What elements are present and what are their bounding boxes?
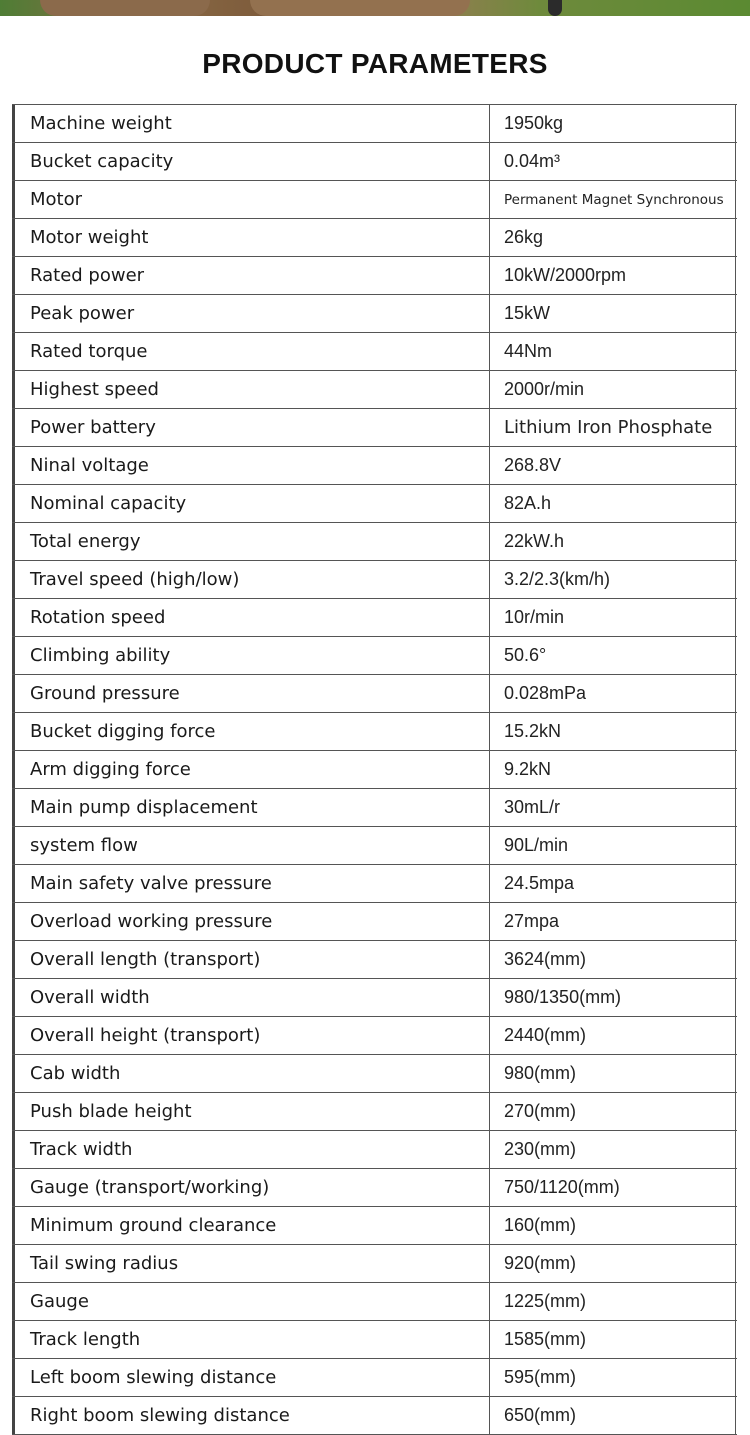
table-row [13, 827, 737, 865]
table-row [13, 523, 737, 561]
page-title: PRODUCT PARAMETERS [202, 48, 548, 79]
parameter-label: Motor [12, 181, 490, 218]
parameter-value: 22kW.h [490, 523, 736, 560]
table-row [13, 371, 737, 409]
parameter-label: Main pump displacement [12, 789, 490, 826]
parameter-value: 1225(mm) [490, 1283, 736, 1320]
parameter-label: Left boom slewing distance [12, 1359, 490, 1396]
table-row [13, 1397, 737, 1435]
parameter-value: 920(mm) [490, 1245, 736, 1282]
parameter-label: Track width [12, 1131, 490, 1168]
parameter-label: Main safety valve pressure [12, 865, 490, 902]
parameter-value: 0.04m³ [490, 143, 736, 180]
parameter-label: Peak power [12, 295, 490, 332]
parameter-label: Cab width [12, 1055, 490, 1092]
table-row [13, 1245, 737, 1283]
parameter-label: Ground pressure [12, 675, 490, 712]
parameter-value: 30mL/r [490, 789, 736, 826]
parameter-value: 0.028mPa [490, 675, 736, 712]
parameter-label: Overall height (transport) [12, 1017, 490, 1054]
parameter-label: Motor weight [12, 219, 490, 256]
parameter-label: Overall length (transport) [12, 941, 490, 978]
table-row [13, 333, 737, 371]
parameter-label: Rated torque [12, 333, 490, 370]
parameter-label: Nominal capacity [12, 485, 490, 522]
header-photo-strip [0, 0, 750, 16]
table-row [13, 751, 737, 789]
table-row [13, 599, 737, 637]
table-row [13, 637, 737, 675]
parameter-value: 15kW [490, 295, 736, 332]
parameter-value: 9.2kN [490, 751, 736, 788]
photo-machine-part [548, 0, 562, 16]
parameter-value: 650(mm) [490, 1397, 736, 1434]
table-row [13, 1093, 737, 1131]
parameter-label: Rated power [12, 257, 490, 294]
parameter-label: Overload working pressure [12, 903, 490, 940]
table-row [13, 1055, 737, 1093]
table-row [13, 295, 737, 333]
table-row [13, 561, 737, 599]
parameters-table [12, 104, 737, 1435]
table-row [13, 485, 737, 523]
table-row [13, 865, 737, 903]
parameter-value: 50.6° [490, 637, 736, 674]
table-row [13, 1321, 737, 1359]
table-row [13, 181, 737, 219]
parameter-value: 44Nm [490, 333, 736, 370]
parameter-value: 3624(mm) [490, 941, 736, 978]
parameter-value: 750/1120(mm) [490, 1169, 736, 1206]
parameter-value: 10kW/2000rpm [490, 257, 736, 294]
parameter-label: Power battery [12, 409, 490, 446]
parameter-label: Tail swing radius [12, 1245, 490, 1282]
parameter-value: 268.8V [490, 447, 736, 484]
parameter-label: Rotation speed [12, 599, 490, 636]
parameter-value: Permanent Magnet Synchronous [490, 181, 736, 218]
parameter-value: 15.2kN [490, 713, 736, 750]
parameter-label: Climbing ability [12, 637, 490, 674]
table-row [13, 409, 737, 447]
parameter-label: Track length [12, 1321, 490, 1358]
parameter-label: Bucket digging force [12, 713, 490, 750]
parameter-label: Gauge [12, 1283, 490, 1320]
parameter-value: 230(mm) [490, 1131, 736, 1168]
parameter-value: 10r/min [490, 599, 736, 636]
parameter-label: Travel speed (high/low) [12, 561, 490, 598]
parameter-value: 980(mm) [490, 1055, 736, 1092]
photo-dirt-mound [40, 0, 210, 16]
parameter-value: 24.5mpa [490, 865, 736, 902]
parameter-label: system flow [12, 827, 490, 864]
parameter-label: Minimum ground clearance [12, 1207, 490, 1244]
table-row [13, 1017, 737, 1055]
table-row [13, 1283, 737, 1321]
parameter-label: Arm digging force [12, 751, 490, 788]
table-row [13, 1169, 737, 1207]
parameter-value: 3.2/2.3(km/h) [490, 561, 736, 598]
parameter-value: 82A.h [490, 485, 736, 522]
table-row [13, 219, 737, 257]
parameter-value: 270(mm) [490, 1093, 736, 1130]
parameter-label: Overall width [12, 979, 490, 1016]
parameter-value: Lithium Iron Phosphate [490, 409, 736, 446]
parameter-value: 90L/min [490, 827, 736, 864]
table-row [13, 447, 737, 485]
parameter-value: 1585(mm) [490, 1321, 736, 1358]
table-row [13, 941, 737, 979]
parameter-value: 26kg [490, 219, 736, 256]
table-row [13, 1359, 737, 1397]
parameter-value: 595(mm) [490, 1359, 736, 1396]
parameter-value: 2440(mm) [490, 1017, 736, 1054]
table-row [13, 713, 737, 751]
table-row [13, 903, 737, 941]
table-row [13, 143, 737, 181]
table-row [13, 789, 737, 827]
parameter-label: Total energy [12, 523, 490, 560]
table-row [13, 675, 737, 713]
table-row [13, 979, 737, 1017]
photo-dirt-mound [250, 0, 470, 16]
parameter-value: 27mpa [490, 903, 736, 940]
parameter-label: Highest speed [12, 371, 490, 408]
table-row [13, 1131, 737, 1169]
parameter-label: Bucket capacity [12, 143, 490, 180]
parameter-label: Push blade height [12, 1093, 490, 1130]
table-row [13, 105, 737, 143]
parameter-value: 160(mm) [490, 1207, 736, 1244]
parameter-label: Right boom slewing distance [12, 1397, 490, 1434]
parameter-label: Ninal voltage [12, 447, 490, 484]
parameter-label: Gauge (transport/working) [12, 1169, 490, 1206]
parameter-label: Machine weight [12, 105, 490, 142]
parameter-value: 1950kg [490, 105, 736, 142]
parameter-value: 2000r/min [490, 371, 736, 408]
table-row [13, 257, 737, 295]
parameter-value: 980/1350(mm) [490, 979, 736, 1016]
table-row [13, 1207, 737, 1245]
